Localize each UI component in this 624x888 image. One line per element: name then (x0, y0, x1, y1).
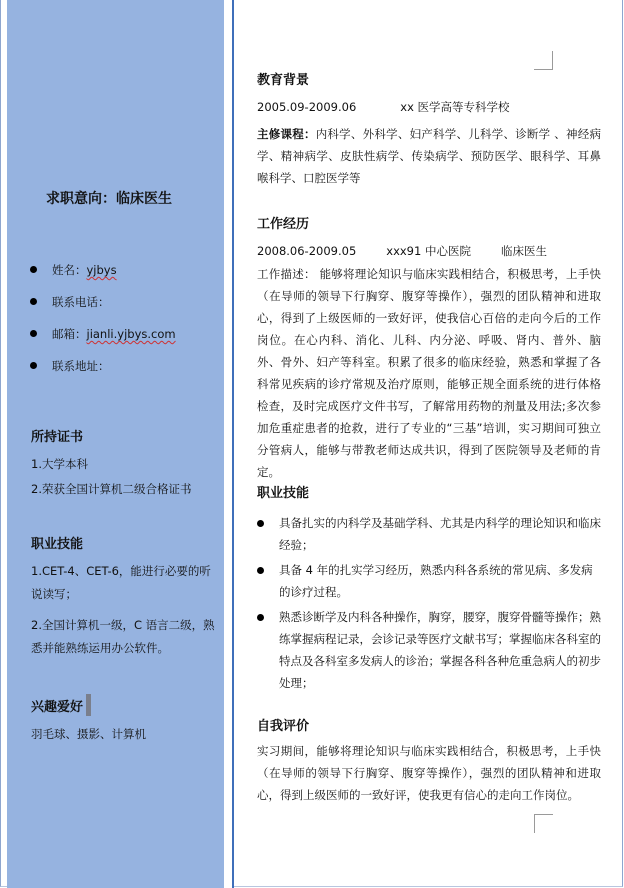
vertical-divider (232, 0, 234, 888)
job-intent: 求职意向：临床医生 (46, 191, 172, 207)
main-skill-item: 熟悉诊断学及内科各种操作，胸穿，腰穿，腹穿骨髓等操作；熟练掌握病程记录，会诊记录等医疗文献书写；掌握临床各科室的特点及各科室多发病人的诊治；掌握各科各种危重急病人的初步处理； (257, 606, 601, 694)
certificate-item: 1.大学本科 (31, 457, 88, 471)
contact-email (30, 326, 176, 358)
self-eval-section (257, 718, 601, 806)
work-section (257, 216, 601, 483)
hobbies-text: 羽毛球、摄影、计算机 (31, 727, 146, 741)
certificate-item: 2.荣获全国计算机二级合格证书 (31, 482, 192, 496)
education-section (257, 72, 601, 189)
certificates-section (31, 429, 217, 501)
education-period: 2005.09-2009.06 (257, 100, 357, 114)
main-skill-item: 具备扎实的内科学及基础学科、尤其是内科学的理论知识和临床经验； (257, 512, 601, 556)
work-period: 2008.06-2009.05 (257, 244, 357, 258)
education-courses (257, 123, 601, 189)
contact-address-label: 联系地址： (52, 359, 110, 373)
crop-mark-top (534, 51, 553, 70)
education-school: xx 医学高等专科学校 (400, 100, 510, 114)
contact-phone (30, 294, 176, 326)
contact-address (30, 358, 176, 390)
contact-name-value: yjbys (86, 263, 117, 277)
sidebar-skill-item: 1.CET-4、CET-6，能进行必要的听说读写； (31, 564, 211, 601)
sidebar-skill-item: 2.全国计算机一级，C 语言二级，熟悉并能熟练运用办公软件。 (31, 618, 215, 655)
work-position: 临床医生 (500, 244, 547, 258)
courses-text: 内科学、外科学、妇产科学、儿科学、诊断学 、神经病学、精神病学、皮肤性病学、传染病学、预防医学、眼科学、耳鼻喉科学、口腔医学等 (257, 127, 602, 185)
contact-list (30, 262, 176, 390)
main-skills-section (257, 485, 601, 697)
main-skills-title: 职业技能 (257, 486, 310, 501)
self-eval-title: 自我评价 (257, 719, 310, 734)
work-description: 工作描述： 能够将理论知识与临床实践相结合，积极思考，上手快（在导师的领导下行胸穿、腹穿等操作），强烈的团队精神和进取心，得到了上级医师的一致好评，使我信心百倍的走向今后的工作岗位。在心内科、消化、儿科、内分泌、呼吸、肾内、普外、脑外、骨外、妇产等科室。积累了很多的临床经验，熟悉和掌握了各科常见疾病的诊疗常规及治疗原则，能够正规全面系统的进行体格检查，及时完成医疗文件书写，了解常用药物的剂量及用法;多次参加危重症患者的抢救，进行了专业的“三基”培训，实习期间可独立分管病人，能够与带教老师达成共识，得到了医院领导及老师的肯定。 (257, 267, 601, 479)
contact-name-label: 姓名： (52, 263, 87, 277)
contact-email-label: 邮箱： (52, 327, 87, 341)
main-skill-item: 具备 4 年的扎实学习经历，熟悉内科各系统的常见病、多发病的诊疗过程。 (257, 559, 601, 603)
work-row (257, 242, 601, 261)
contact-phone-label: 联系电话： (52, 295, 110, 309)
sidebar-skills-section (31, 536, 217, 660)
hobbies-title: 兴趣爱好 (31, 700, 84, 715)
sidebar-skills-title: 职业技能 (31, 537, 84, 552)
education-row (257, 98, 601, 117)
self-eval-text: 实习期间，能够将理论知识与临床实践相结合，积极思考，上手快（在导师的领导下行胸穿、腹穿等操作），强烈的团队精神和进取心，得到上级医师的一致好评，使我更有信心的走向工作岗位。 (257, 744, 601, 802)
education-title: 教育背景 (257, 73, 310, 88)
contact-name (30, 262, 176, 294)
main-skills-list (257, 512, 601, 694)
sidebar-edge (224, 0, 232, 888)
courses-label: 主修课程： (257, 127, 316, 141)
certificates-title: 所持证书 (31, 430, 84, 445)
hobbies-title-row (31, 694, 217, 717)
crop-mark-bottom (534, 814, 553, 833)
work-hospital: xxx91 中心医院 (386, 244, 471, 258)
contact-email-value: jianli.yjbys.com (86, 327, 176, 341)
hobbies-section (31, 694, 217, 746)
work-title: 工作经历 (257, 217, 310, 232)
text-cursor-mark (86, 694, 91, 716)
